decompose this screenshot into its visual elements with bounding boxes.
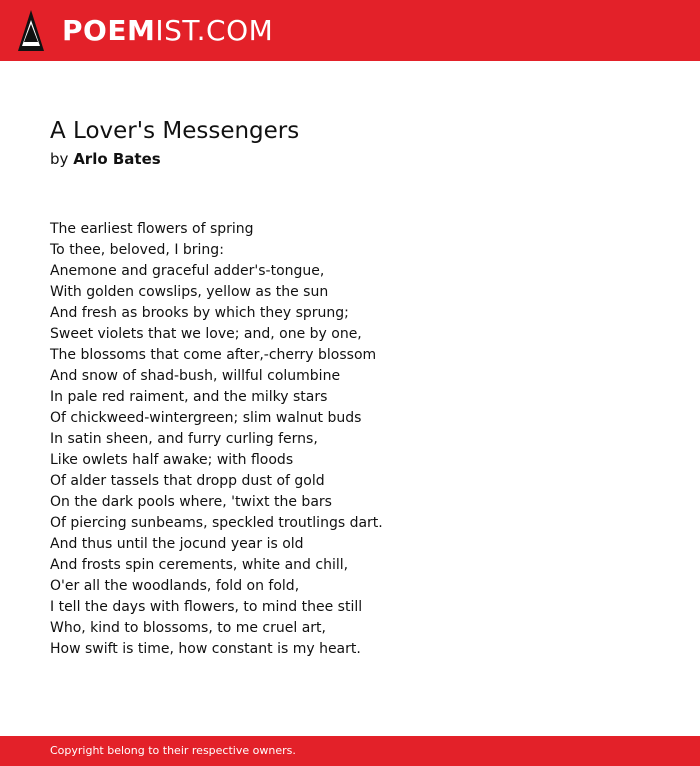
byline	[50, 149, 161, 169]
site-footer	[0, 736, 700, 766]
by-label: by	[50, 150, 69, 168]
poem-line: And thus until the jocund year is old	[50, 536, 304, 552]
poem-line: And frosts spin cerements, white and chill,	[50, 557, 349, 573]
poem-line: I tell the days with flowers, to mind thee still	[50, 599, 363, 615]
poem-line: Like owlets half awake; with floods	[50, 452, 294, 468]
pencil-icon[interactable]	[18, 10, 44, 51]
logo-bold-text: POEM	[62, 14, 156, 47]
poem-line: In pale red raiment, and the milky stars	[50, 389, 328, 405]
poem-body	[50, 219, 383, 660]
poem-line: How swift is time, how constant is my heart.	[50, 641, 361, 657]
poem-line: The earliest flowers of spring	[50, 221, 254, 237]
site-header	[0, 0, 700, 61]
poem-line: And snow of shad-bush, willful columbine	[50, 368, 341, 384]
poem-line: With golden cowslips, yellow as the sun	[50, 284, 329, 300]
copyright-text: Copyright belong to their respective owners.	[50, 744, 296, 757]
poem-line: O'er all the woodlands, fold on fold,	[50, 578, 300, 594]
poem-title: A Lover's Messengers	[50, 118, 300, 144]
author-name: Arlo Bates	[73, 150, 161, 168]
poem-line: Of piercing sunbeams, speckled troutlings dart.	[50, 515, 383, 531]
poem-line: Anemone and graceful adder's-tongue,	[50, 263, 325, 279]
site-logo[interactable]	[62, 12, 273, 50]
poem-line: Who, kind to blossoms, to me cruel art,	[50, 620, 326, 636]
poem-line: And fresh as brooks by which they sprung;	[50, 305, 349, 321]
poem-line: To thee, beloved, I bring:	[50, 242, 224, 258]
poem-line: In satin sheen, and furry curling ferns,	[50, 431, 318, 447]
poem-line: On the dark pools where, 'twixt the bars	[50, 494, 332, 510]
logo-light-text: IST.COM	[155, 14, 274, 47]
poem-line: Sweet violets that we love; and, one by one,	[50, 326, 362, 342]
poem-line: The blossoms that come after,-cherry blossom	[50, 347, 377, 363]
poem-line: Of chickweed-wintergreen; slim walnut buds	[50, 410, 362, 426]
poem-line: Of alder tassels that dropp dust of gold	[50, 473, 325, 489]
